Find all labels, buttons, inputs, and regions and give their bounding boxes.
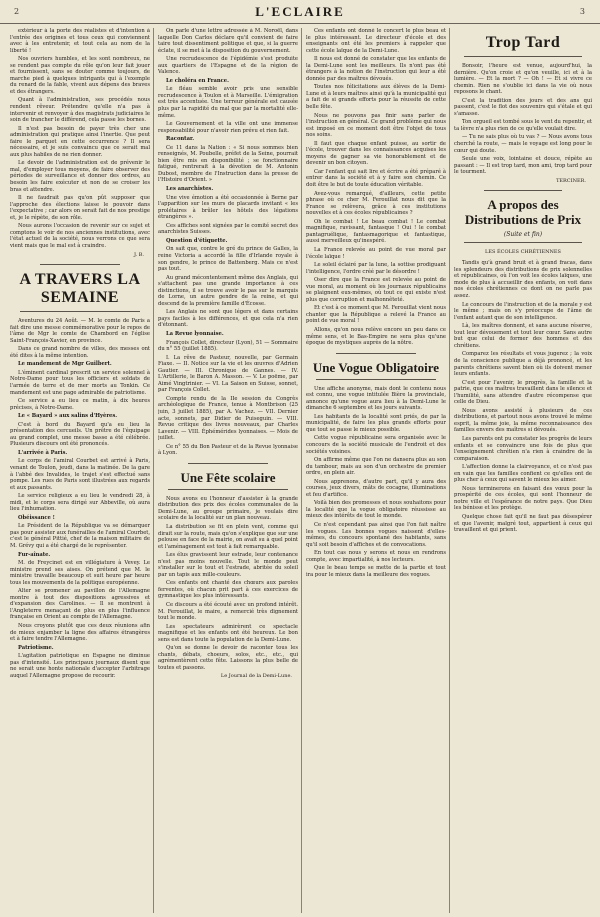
article-paragraph: Les spectateurs admirèrent ce spectacle magnifique et les enfants ont été heureux. Le bon sens est dans toute la population de la Demi-Lune.: [158, 623, 298, 643]
article-paragraph: Le Président de la République va se démarquer pas pour assister aux funérailles de l'amiral Courbet, c'est le général Pittié, chef de la maison militaire de M. Grévy qui a été chargé de le représenter.: [10, 523, 150, 549]
separator: [316, 379, 436, 380]
news-subheading: La Revue lyonnaise.: [166, 330, 224, 337]
article-paragraph: Il nous est donné de constater que les enfants de la Demi-Lune sont les meilleurs. Ils n'ont pas été étrangers à la notion de l'instruction qui leur a été donnée par des maîtres dévoués.: [306, 56, 446, 82]
separator: [168, 489, 288, 490]
column-rule: [449, 28, 450, 913]
column-1: [10, 28, 150, 913]
news-subheading: Le choléra en France.: [166, 77, 229, 84]
article-paragraph: Il n'est pas besoin de payer très cher une administration qui pratique ainsi l'inertie. Que peut faire le parquet en cette occurrence ? Il sera nécessaire, et je suis convaincu que ce serait mal aux plus habiles de ne rien donner.: [10, 125, 150, 158]
section-heading: Une Fête scolaire: [180, 469, 276, 485]
article-paragraph: Dans ce grand nombre de villes, des messes ont été dites à la même intention.: [10, 346, 150, 359]
article-paragraph: Aventures du 24 Août. — M. le comte de Paris a fait dire une messe commémorative pour le repos de l'âme de Mgr le comte de Chambord en l'église Saint-François-Xavier, en province.: [10, 318, 150, 344]
article-paragraph: L'agitation patriotique en Espagne ne diminue pas d'intensité. Les principaux journaux disent que ne serait une honte nationale d'accepter l'arbitrage auquel l'Allemagne propose de recourir.: [10, 653, 150, 679]
section-heading: Trop Tard: [485, 34, 561, 51]
news-subheading: Le mandement de Mgr Guilbert.: [18, 361, 112, 368]
article-paragraph: Quant à l'administration, ses procédés nous rendent rêveur. Prétendre qu'elle n'a pas à intervenir et renvoyer à des magistrats judiciaires le soin de trancher le différend, cela passe les bornes.: [10, 97, 150, 124]
article-paragraph: Au grand mécontentement même des Anglais, qui s'attachent pas une grande importance à ces distinctions, il se trouve avoir le pas sur le marquis de Lorne, un autre gendre de la reine, et qui descend de la première famille d'Écosse.: [158, 274, 298, 307]
column-rule: [301, 28, 302, 913]
article-paragraph: Une affiche anonyme, mais dont le contenu nous est connu, une vogue intitulée Bière la provinciale, annonce qu'une vogue aura lieu à la Demi-Lune le dimanche 6 septembre et les jours suivants.: [306, 385, 446, 412]
news-subheading: Les anarchistes.: [166, 186, 214, 193]
article-paragraph: Les élus gravissent leur estrade, leur contenance n'est pas moins nouvelle. Tout le monde peut s'installer sur le tout et l'estrade, abritée du soleil par un tapis aux mille-couleurs.: [158, 552, 298, 578]
column-2: [158, 28, 298, 913]
article-paragraph: Voilà bien des promesses et nous souhaitons pour la localité que la vogue obligatoire réussisse au mieux des intérêts de tout le monde.: [306, 500, 446, 520]
article-paragraph: Nous croyons plutôt que ces deux réunions afin de mieux enjamber la ligne des affaires étrangères et à faire tendre l'Allemagne.: [10, 623, 150, 643]
column-4: [454, 28, 592, 913]
article-paragraph: Nous apprenons, d'autre part, qu'il y aura des courses, jeux divers, mâts de cocagne, illuminations et feu d'artifice.: [306, 478, 446, 498]
poem-paragraph: — Tu ne sais plus où tu vas ? — Nous avons tous cherché la route, — mais le voyage est long pour le cœur qui doute.: [454, 134, 592, 154]
section-heading: Une Vogue Obligatoire: [312, 359, 440, 375]
article-paragraph: extérieur à la porte des réalistes et d'intention à l'entrée des origines et tous ceux qui conviennent avec à les entretenir, et tout cela au nom de la liberté !: [10, 28, 150, 54]
poem-paragraph: Bonsoir, l'heure est venue, aujourd'hui, la dernière. Qu'on croie et qu'on veuille, ici et à la lumière. — Et la mort ? — Oh ! — Et si vivre ce chemin. Rien ne s'oublie ici dans la vie où nous reposons le chant.: [454, 63, 592, 96]
article-paragraph: Qu'on se donne le devoir de raconter tous les chants, débats, choeurs, solos, etc., etc., qui agrémentèrent cette fête. Laissons la plus belle de toutes et passons.: [158, 645, 298, 671]
separator: [20, 311, 140, 312]
masthead: [0, 0, 600, 24]
news-subheading: Patriotisme.: [18, 644, 54, 651]
article-paragraph: Nous avons eu l'honneur d'assister à la grande distribution des prix des écoles communales de la Demi-Lune, au groupe primaire, je voulais dire scolaire de la localité sur un plan nouveau.: [158, 495, 298, 522]
article-paragraph: Quelque chose fait qu'il ne faut pas désespérer et que l'avenir, malgré tout, appartient à ceux qui travaillent et qui prient.: [454, 513, 592, 534]
separator: [188, 463, 268, 464]
article-paragraph: Allons, qu'on nous relève encore un peu dans ce même sens, et le Bas-Empire ne sera plus qu'une époque de mystiques auprès de la nôtre.: [306, 326, 446, 347]
poem-signature: TERCINER.: [556, 177, 586, 184]
poem-paragraph: Seule une voix, lointaine et douce, répète au passant : — Il est trop tard, mon ami, trop tard pour le tourment.: [454, 156, 592, 176]
article-paragraph: Ce n° 55 du Bon Pasteur et de la Revue lyonnaise à Lyon.: [158, 443, 298, 457]
section-subheading: LES ÉCOLES CHRÉTIENNES: [485, 249, 561, 256]
article-paragraph: Il faut que chaque enfant puisse, au sortir de l'école, trouver dans les connaissances acquises les moyens de gagner sa vie honorablement et de devenir un bon citoyen.: [306, 140, 446, 167]
article-paragraph: M. de Freycinet est en villégiature à Vevey. Le ministre prend ses aises. On prétend que M. le ministre travaille beaucoup et suit heure par heure tous les mouvements de la politique européenne.: [10, 560, 150, 586]
article-paragraph: L'affection donne la clairvoyance, et ce n'est pas en vain que les familles confient ce qu'elles ont de plus cher à ceux qui savent le mieux les aimer.: [454, 464, 592, 484]
article-paragraph: Le service religieux a eu lieu le vendredi 28, à midi, et le corps sera dirigé sur Abbeville, où aura lieu l'inhumation.: [10, 493, 150, 513]
article-paragraph: Une recrudescence de l'épidémie s'est produite aux quartiers de l'Espagne et de la région de Valence.: [158, 56, 298, 76]
column-rule: [153, 28, 154, 913]
article-paragraph: Là, les maîtres donnent, et sans aucune réserve, tout leur dévouement et tout leur cœur. Sans autre but que celui de former des hommes et des chrétiens.: [454, 323, 592, 349]
article-paragraph: Ce service a eu lieu ce matin, à dix heures précises, à Notre-Dame.: [10, 398, 150, 411]
article-paragraph: Le devoir de l'administration est de prévenir le mal, d'employer tous moyens, de faire observer des périodes de surveillance et donner des ordres, au besoin les faire exécuter et non de se croiser les bras et attendre.: [10, 160, 150, 193]
article-paragraph: Et c'est à ce moment que M. Ferouillat vient nous chanter que la République a relevé la France au point de vue moral !: [306, 305, 446, 325]
article-paragraph: On parle d'une lettre adressée à M. Noroël, dans laquelle Don Carlos déclare qu'il convient de faire taire tout dissentiment politique et que, si la guerre éclate, il se met à la disposition du gouvernement.: [158, 28, 298, 54]
newspaper-title: L'ECLAIRE: [255, 3, 345, 19]
section-heading: A propos des Distributions de Prix: [464, 197, 582, 228]
article-paragraph: Ce 11 dans la Nation : « Si nous sommes bien renseignés, M. Poubelle, préfet de la Seine, pourrait bien être mis en disponibilité ; se fonctionnaire fatigué, rentrerait à la dévotion de M. Antonin Dubost, membre de l'Instruction dans la presse de l'Histoire d'Orient. »: [158, 144, 298, 184]
poem-paragraph: C'est la tradition des jours et des ans qui passent, c'est le flot des souvenirs qui s'étale et qui s'amasse.: [454, 97, 592, 117]
article-paragraph: La France relevée au point de vue moral par l'école laïque !: [306, 246, 446, 260]
article-paragraph: Avez-vous remarqué, d'ailleurs, cette petite phrase où ce cher M. Ferouillat nous dit que la France se relèvera, grâce à ces institutions nouvelles et à ces écoles républicaines ?: [306, 190, 446, 217]
article-paragraph: Les habitants de la localité sont priés, de par la municipalité, de faire les plus grands efforts pour que tout se passe le mieux possible.: [306, 413, 446, 433]
article-paragraph: Ces enfants ont donné le concert le plus beau et le plus intéressant. Le directeur d'école et des enseignants ont été les premiers à rappeler que cette école laïque de la Demi-Lune.: [306, 28, 446, 54]
separator: [464, 56, 582, 57]
article-paragraph: Ces enfants ont chanté des chœurs aux paroles ferventes, où chacun prit part à ces exercices de gymnastique les plus intéressants.: [158, 580, 298, 600]
article-paragraph: Les Anglais ne sont que légers et dans certains pays faciles à les différences, et que cela n'a rien d'étonnant.: [158, 309, 298, 329]
article-paragraph: Nous avons assisté à plusieurs de ces distributions, et partout nous avons trouvé le même esprit, la même joie, la même reconnaissance des familles envers des maîtres si dévoués.: [454, 407, 592, 434]
article-paragraph: Oh le combat ! Le beau combat ! Le combat magnifique, ravissant, fantasque ! Oui ! le combat pantagruélique, fantasmagorique et fantastique, aussi merveilleux qu'inespéré.: [306, 218, 446, 245]
article-paragraph: Le Gouvernement et la ville ont une immense responsabilité pour n'avoir rien prévu et rien fait.: [158, 121, 298, 134]
article-paragraph: Une vive émotion a été occasionnée à Berne par l'apparition sur les murs de placards invitant « les prolétaires à brûler les hôtels des légations étrangères ».: [158, 194, 298, 221]
separator: [464, 242, 582, 243]
article-paragraph: Nous terminerons en faisant des vœux pour la prospérité de ces écoles, qui sont l'honneur de notre ville et l'espérance de notre pays. Que Dieu les bénisse et les protège.: [454, 485, 592, 512]
article-paragraph: L'éminent cardinal prescrit un service solennel à Notre-Dame pour tous les officiers et soldats de l'armée de terre et de mer morts au Tonkin. Ce mandement est une page admirable de patriotisme.: [10, 369, 150, 396]
news-subheading: Question d'étiquette.: [166, 237, 228, 244]
article-paragraph: Nos ouvriers humbles, et les sont nombreux, ne se rendent pas compte du rôle qu'on leur fait jouer et fournissent, sans se douter comme toujours, de marche pied à quelques intrigants qui à l'exemple du renard de la fable, vivent aux dépens des braves et des étrangers.: [10, 56, 150, 95]
article-paragraph: Le fléau semble avoir pris une sensible recrudescence à Toulon et à Marseille. L'émigration est très accentuée. Une terreur générale est causée plus par la rapidité du mal que par la mortalité elle-même.: [158, 86, 298, 119]
article-paragraph: On sait que, contre le gré du prince de Galles, la reine Victoria a accordé la fille d'Irlande royale à son gendre, le prince de Battenberg. Mais ce n'est pas tout.: [158, 246, 298, 273]
column-3: [306, 28, 446, 913]
article-paragraph: Cette vogue républicaine sera organisée avec le concours de la société musicale de l'endroit et des sociétés voisines.: [306, 435, 446, 455]
article-paragraph: Car l'enfant qui sait lire et écrire a été préparé à entrer dans la société et à y faire son chemin. Ce doit être le but de toute éducation véritable.: [306, 168, 446, 189]
article-paragraph: Nous aurons l'occasion de revenir sur ce sujet et comptons le voir de nos anciennes institutions, avec l'état actuel de la société, nous verrons ce que sera vient mais que le mal est à craindre.: [10, 223, 150, 249]
article-paragraph: En tout cas nous y serons et nous en rendrons compte, avec impartialité, à nos lecteurs.: [306, 550, 446, 563]
article-paragraph: Tandis qu'à grand bruit et à grand fracas, dans les splendeurs des distributions de prix solennelles et républicaines, où l'on voit les écoles laïques, une mode de plus à accueillir des enfants, on voit dans nos écoles chrétiennes ce dont on ne parle pas assez.: [454, 260, 592, 300]
section-heading: A TRAVERS LA SEMAINE: [19, 271, 141, 307]
page-number-left: 2: [14, 7, 21, 16]
article-paragraph: Le concours de l'instruction et de la morale y est le même ; mais on s'y préoccupe de l'âme de l'enfant autant que de son intelligence.: [454, 301, 592, 321]
article-paragraph: Oser dire que la France est relevée au point de vue moral, au moment où les journaux républicains se plaignent eux-mêmes, où tout ce qui existe n'est plus que corruption et malhonnêteté.: [306, 277, 446, 303]
article-paragraph: On affirme même que l'on ne dansera plus au son du tambour, mais au son d'un orchestre de premier ordre, en plein air.: [306, 457, 446, 477]
article-paragraph: C'est à bord du Bayard qu'a eu lieu la présentation des cercueils. Un prêtre de l'équipage au grand complet, une messe basse a été célébrée. Plusieurs discours ont été prononcés.: [10, 421, 150, 448]
news-subheading: L'arrivée à Paris.: [18, 449, 68, 456]
news-subheading: Fur-aînate.: [18, 551, 51, 558]
article-paragraph: Compte rendu de la IIe session du Congrès archéologique de France, tenue à Montbrison (25 juin, 3 juillet 1885), par A. Vachez. — VII. Dernier acte, sonnets, par Didier de Puiseguin. — VIII. Revue critique des livres nouveaux, par Charles Lavenir. — VIII. Éphémérides lyonnaises. — Mois de juillet.: [158, 395, 298, 442]
article-paragraph: Ce discours a été écouté avec un profond intérêt. M. Ferouillat, le maire, a remercié très dignement tout le monde.: [158, 602, 298, 622]
article-paragraph: Le soleil éclairé par la lune, la sottise prodiguant l'intelligence, l'ordre créé par le désordre !: [306, 262, 446, 275]
article-signature: Le Journal de la Demi-Lune.: [220, 673, 292, 680]
section-subtitle: (Suite et fin): [503, 231, 543, 239]
article-paragraph: Ces affiches sont signées par le comité secret des anarchistes Suisses.: [158, 222, 298, 236]
article-paragraph: La distribution se fit en plein vent, comme qui dirait sur la route, mais qu'on s'explique que sur une pelouse en face de la mairie, on avait su à quel point et l'aménagement est tout à fait remarquable.: [158, 524, 298, 550]
article-paragraph: Ce n'est cependant pas ainsi que l'on fait naître les vogues. Les bonnes vogues naissent d'elles-mêmes, du concours spontané des habitants, sans qu'il soit besoin d'affiches et de convocations.: [306, 522, 446, 548]
article-paragraph: Nous ne pouvons pas finir sans parler de l'instruction en général. Ce grand problème qui nous est imposé en ce moment doit être l'objet de tous nos soins.: [306, 112, 446, 139]
article-paragraph: Toutes nos félicitations aux élèves de la Demi-Lune et à leurs maîtres ainsi qu'à la municipalité qui a fait de si grands efforts pour la réussite de cette belle fête.: [306, 84, 446, 111]
news-subheading: Obéissance !: [18, 514, 55, 521]
article-paragraph: Le corps de l'amiral Courbet est arrivé à Paris, venant de Toulon, jeudi, dans la matinée. De la gare à l'abbé des Invalides, le trajet s'est effectué sans pompe. Les rues de Paris sont illustrées aux regards et aux passants.: [10, 458, 150, 491]
poem-paragraph: Ton orgueil est tombé sous le vent du repentir, et ta lèvre n'a plus rien de ce qu'elle voulait dire.: [454, 119, 592, 132]
article-paragraph: François Collet, directeur (Lyon), 51 — Sommaire du n° 55 (juillet 1885).: [158, 339, 298, 353]
article-paragraph: Alter se promener au pavillon de l'Allemagne montre à tout des dispositions agressives et d'expansion des Carolines. — Il se montrent à l'Angleterre menaçant de plus en plus l'influence française en Orient au compte de l'Allemagne.: [10, 588, 150, 621]
separator: [484, 190, 562, 191]
article-paragraph: I. La rêve de Pasteur, nouvelle, par Germain Fiaxe. — II. Notice sur la vie et les œuvres d'Adrien Gautier. — III. Chronique de Gannes. — IV. L'Artillerie, le Baron A. Masson. — V. Le poëme, par Aimé Vingtrinier. — VI. La Saison en Suisse, sonnet, par François Collet.: [158, 354, 298, 394]
page-number-right: 3: [579, 7, 586, 16]
separator: [336, 353, 416, 354]
news-subheading: Racontar.: [166, 136, 195, 143]
article-paragraph: C'est pour l'avenir, le progrès, la famille et la patrie, que ces maîtres travaillent dans le silence et l'humilité, sans attendre d'autre récompense que celle de Dieu.: [454, 379, 592, 406]
separator: [40, 264, 120, 265]
article-paragraph: Que le beau temps se mette de la partie et tout ira pour le mieux dans la meilleure des vogues.: [306, 565, 446, 578]
article-paragraph: Il ne faudrait pas qu'on pût supposer que l'approche des élections laisse le pouvoir dans l'expectative ; car alors on serait fait de nos prestige et, je le répète, de son rôle.: [10, 195, 150, 221]
article-paragraph: Comparez les résultats et vous jugerez ; la voix de la conscience publique a déjà prononcé, et les parents chrétiens savent bien où ils doivent mener leurs enfants.: [454, 351, 592, 378]
article-signature: J. B.: [133, 251, 144, 258]
news-subheading: Le « Bayard » aux salins d'Hyères.: [18, 413, 118, 420]
article-paragraph: Les parents ont pu constater les progrès de leurs enfants et se convaincre une fois de plus que l'enseignement chrétien n'a rien à craindre de la comparaison.: [454, 435, 592, 462]
